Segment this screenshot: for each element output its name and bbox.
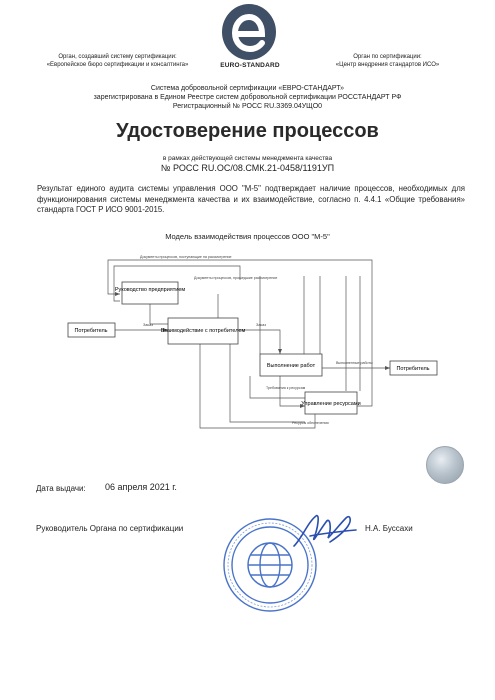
- box-management: [115, 282, 186, 304]
- box-resources: [301, 392, 360, 414]
- box-resources-label: Управление ресурсами: [301, 401, 361, 407]
- box-execution: [260, 354, 322, 376]
- box-interaction-label: Взаимодействие с потребителем: [160, 328, 246, 334]
- certification-body-label: Орган по сертификации:: [353, 54, 422, 60]
- hologram-sticker: [426, 446, 464, 484]
- issuer-org-block: [20, 53, 215, 69]
- certificate-body: Результат единого аудита системы управления ООО "М-5" подтверждает наличие процессов, необходимых для функционирования системы менеджмента качества и их взаимодействие, согласно п. 4.4.1 «Общие требования» стандарта ГОСТ Р ИСО 9001-2015.: [37, 184, 465, 214]
- box-consumer-in: [68, 323, 115, 337]
- head-of-body-name: Н.А. Буссахи: [365, 524, 413, 533]
- logo-caption: EURO-STANDARD: [220, 62, 280, 69]
- box-consumer-in-label: Потребитель: [74, 328, 108, 334]
- certificate-subtitle: в рамках действующей системы менеджмента качества: [162, 155, 333, 162]
- issuer-org-label: Орган, создавший систему сертификации:: [58, 54, 177, 60]
- label-order-in: Заказ: [143, 323, 153, 327]
- process-diagram: [60, 246, 470, 436]
- label-provision: Ресурсы обеспечения: [292, 421, 329, 425]
- system-registration: [60, 84, 435, 111]
- certification-body-block: [305, 53, 470, 69]
- issue-date-label: Дата выдачи:: [36, 484, 86, 493]
- model-title: Модель взаимодействия процессов ООО "М-5": [165, 232, 330, 241]
- box-interaction: [161, 318, 246, 344]
- system-line-1: Система добровольной сертификации «ЕВРО-СТАНДАРТ»: [150, 85, 345, 92]
- certificate-number: № РОСС RU.ОС/08.СМК.21-0458/1191УП: [160, 163, 335, 173]
- label-order-out: Заказ: [256, 323, 266, 327]
- signature: [290, 508, 360, 553]
- issuer-org-name: «Европейское бюро сертификации и консалтинга»: [46, 62, 189, 68]
- box-consumer-out: [390, 361, 437, 375]
- label-docs-in: Документы процессов, поступающие на рассмотрение: [140, 255, 232, 259]
- label-resreq: Требования к ресурсам: [266, 386, 306, 390]
- label-docs-out: Документы процессов, прошедшие рассмотрение: [194, 276, 278, 280]
- system-line-3: Регистрационный № РОСС RU.З369.04УЩО0: [172, 103, 323, 110]
- certification-body-name: «Центр внедрения стандартов ИСО»: [335, 62, 440, 68]
- certificate-title: Удостоверение процессов: [116, 120, 379, 142]
- box-execution-label: Выполнение работ: [266, 363, 316, 369]
- head-of-body-label: Руководитель Органа по сертификации: [36, 524, 184, 533]
- system-line-2: зарегистрирована в Едином Реестре систем добровольной сертификации РОССТАНДАРТ РФ: [93, 94, 402, 101]
- box-management-label: Руководство предприятием: [114, 287, 186, 293]
- box-consumer-out-label: Потребитель: [396, 366, 430, 372]
- issue-date-value: 06 апреля 2021 г.: [105, 482, 177, 492]
- label-done: Выполненные работы: [336, 361, 373, 365]
